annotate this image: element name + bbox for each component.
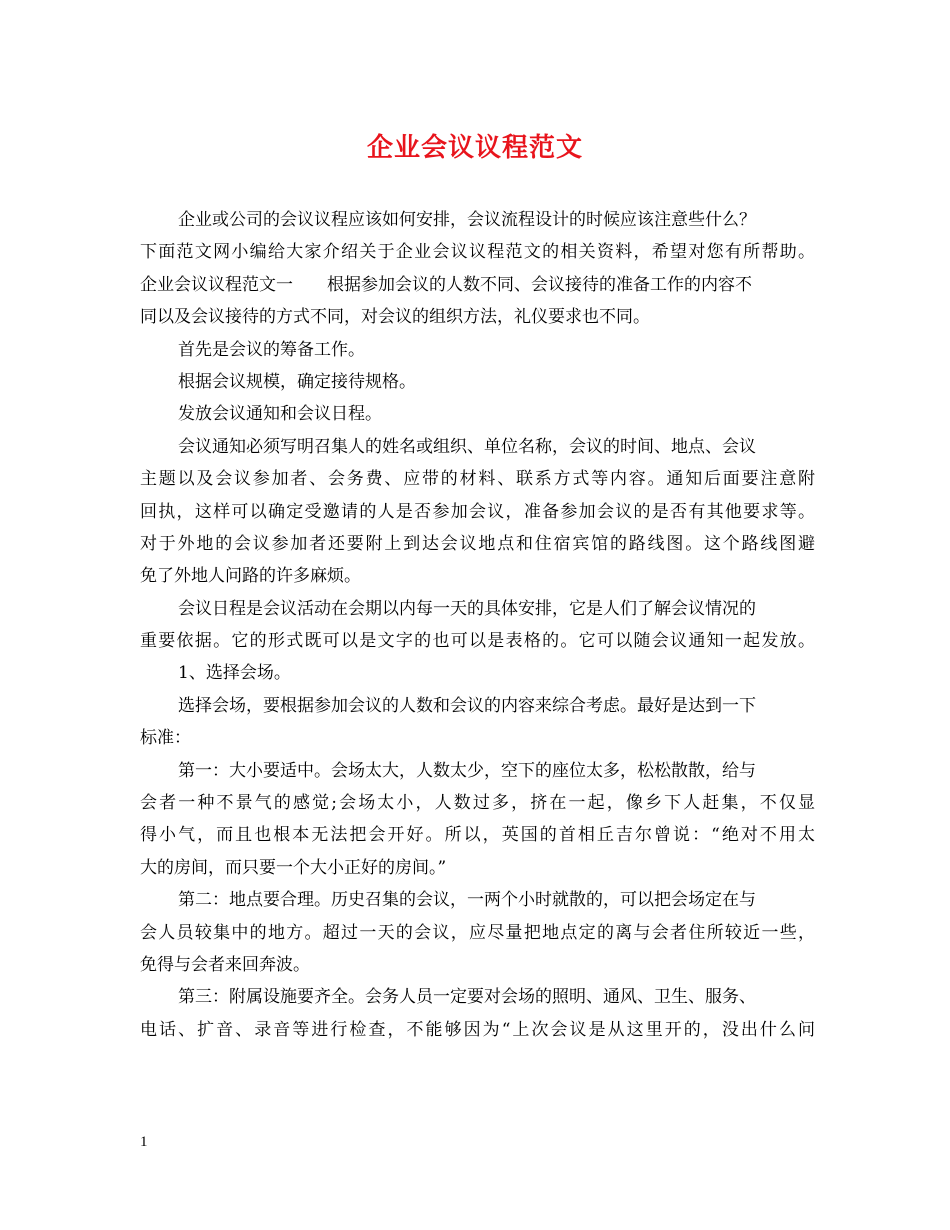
document-title: 企业会议议程范文: [366, 133, 583, 163]
body-line: 会者一种不景气的感觉;会场太小，人数过多，挤在一起，像乡下人赶集，不仅显: [140, 793, 815, 814]
page-number: 1: [140, 1134, 148, 1150]
body-line: 免了外地人问路的许多麻烦。: [140, 566, 361, 587]
body-line: 第三：附属设施要齐全。会务人员一定要对会场的照明、通风、卫生、服务、: [178, 987, 756, 1008]
body-line: 企业会议议程范文一 根据参加会议的人数不同、会议接待的准备工作的内容不: [140, 274, 752, 295]
body-line: 会议通知必须写明召集人的姓名或组织、单位名称，会议的时间、地点、会议: [178, 436, 756, 457]
body-line: 选择会场，要根据参加会议的人数和会议的内容来综合考虑。最好是达到一下: [178, 695, 756, 716]
body-line: 免得与会者来回奔波。: [140, 954, 310, 975]
body-line: 第二：地点要合理。历史召集的会议，一两个小时就散的，可以把会场定在与: [178, 890, 756, 911]
body-line: 第一：大小要适中。会场太大，人数太少，空下的座位太多，松松散散，给与: [178, 760, 756, 781]
body-line: 首先是会议的筹备工作。: [178, 339, 365, 360]
body-line: 同以及会议接待的方式不同，对会议的组织方法，礼仪要求也不同。: [140, 307, 650, 328]
body-line: 主题以及会议参加者、会务费、应带的材料、联系方式等内容。通知后面要注意附: [140, 469, 815, 490]
body-line: 对于外地的会议参加者还要附上到达会议地点和住宿宾馆的路线图。这个路线图避: [140, 533, 815, 554]
body-line: 会人员较集中的地方。超过一天的会议，应尽量把地点定的离与会者住所较近一些，: [140, 922, 815, 943]
body-line: 根据会议规模，确定接待规格。: [178, 371, 416, 392]
body-line: 得小气，而且也根本无法把会开好。所以，英国的首相丘吉尔曾说：“绝对不用太: [140, 825, 815, 846]
body-line: 发放会议通知和会议日程。: [178, 404, 382, 425]
document-body: [140, 204, 815, 1046]
body-line: 回执，这样可以确定受邀请的人是否参加会议，准备参加会议的是否有其他要求等。: [140, 501, 815, 522]
body-line: 下面范文网小编给大家介绍关于企业会议议程范文的相关资料，希望对您有所帮助。: [140, 242, 815, 263]
body-line: 大的房间，而只要一个大小正好的房间。”: [140, 857, 447, 878]
body-line: 会议日程是会议活动在会期以内每一天的具体安排，它是人们了解会议情况的: [178, 598, 756, 619]
body-line: 1、选择会场。: [178, 663, 291, 684]
body-line: 电话、扩音、录音等进行检查，不能够因为“上次会议是从这里开的，没出什么问: [140, 1019, 815, 1040]
body-line: 标准：: [140, 728, 191, 749]
body-line: 企业或公司的会议议程应该如何安排，会议流程设计的时候应该注意些什么？: [178, 210, 756, 230]
body-line: 重要依据。它的形式既可以是文字的也可以是表格的。它可以随会议通知一起发放。: [140, 631, 815, 652]
